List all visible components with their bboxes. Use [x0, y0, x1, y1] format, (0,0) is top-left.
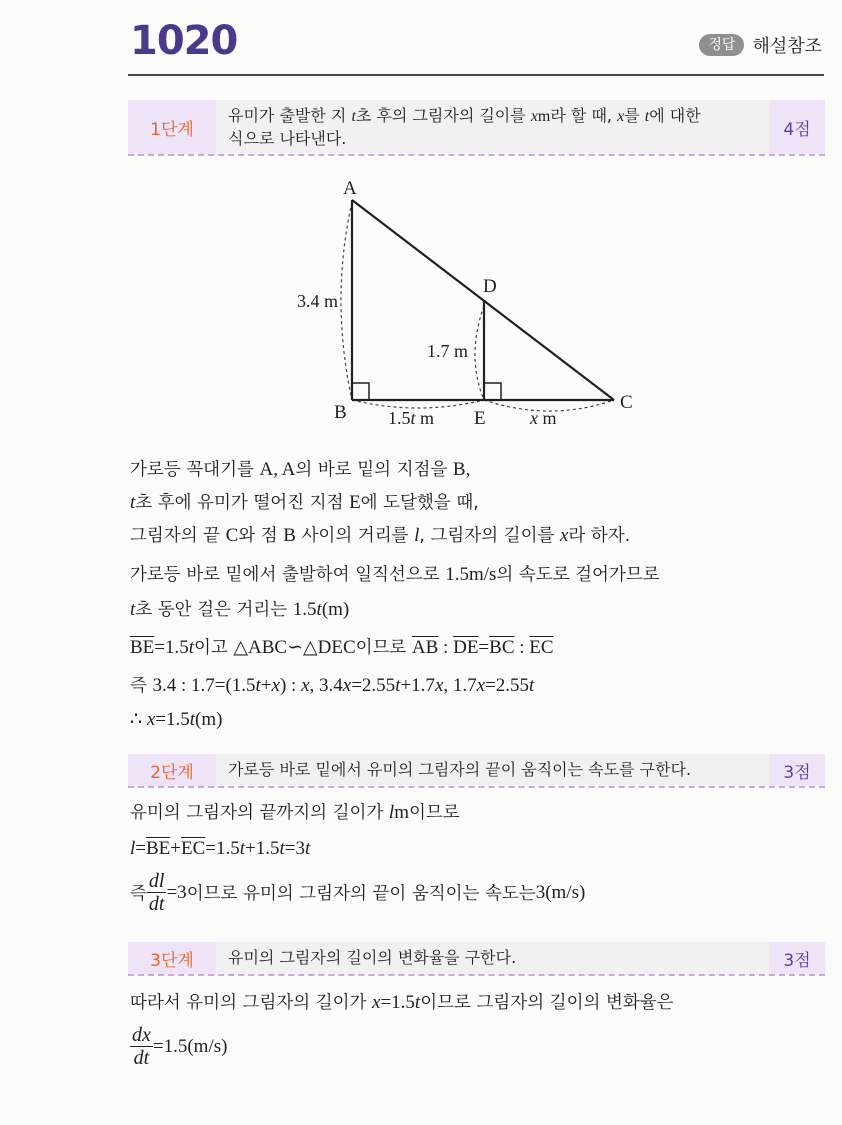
solution-line-7: 즉 3.4 : 1.7=(1.5t+x) : x, 3.4x=2.55t+1.7x, 1.7x=2.55t [130, 675, 535, 696]
solution-line-9: 유미의 그림자의 끝까지의 길이가 lm이므로 [130, 802, 460, 823]
problem-number: 1020 [130, 18, 238, 64]
fraction-dl-dt: $\frac{dl}{dt}$ [148, 870, 165, 915]
step-1-points: 4점 [769, 100, 825, 154]
solution-line-13: $\frac{dx}{dt}$ =1.5(m/s) [132, 1024, 228, 1069]
step-3-points: 3점 [769, 942, 825, 974]
label-point-b: B [334, 402, 347, 423]
step-1-label: 1단계 [128, 100, 216, 154]
solution-line-12: 따라서 유미의 그림자의 길이가 x=1.5t이므로 그림자의 길이의 변화율은 [130, 992, 674, 1013]
label-point-c: C [620, 392, 633, 413]
solution-line-10: $l=\overline{BE}+\overline{EC}=1.5t+1.5t=3t$ [130, 838, 311, 859]
step-2-points: 3점 [769, 754, 825, 786]
solution-line-8: ∴ x=1.5t(m) [130, 709, 223, 730]
triangle-diagram [0, 0, 842, 440]
label-length-be: 1.5t m [388, 408, 435, 428]
step-3-description: 유미의 그림자의 길이의 변화율을 구한다. [216, 942, 769, 974]
fraction-dx-dt: $\frac{dx}{dt}$ [132, 1024, 151, 1069]
step-2-description: 가로등 바로 밑에서 유미의 그림자의 끝이 움직이는 속도를 구한다. [216, 754, 769, 786]
solution-line-1: 가로등 꼭대기를 A, A의 바로 밑의 지점을 B, [130, 459, 471, 480]
solution-line-3: 그림자의 끝 C와 점 B 사이의 거리를 l, 그림자의 길이를 x라 하자. [130, 525, 631, 546]
label-length-ab: 3.4 m [297, 291, 339, 311]
step-2-label: 2단계 [128, 754, 216, 786]
solution-line-4: 가로등 바로 밑에서 출발하여 일직선으로 1.5m/s의 속도로 걸어가므로 [130, 564, 660, 585]
solution-line-2: t초 후에 유미가 떨어진 지점 E에 도달했을 때, [130, 492, 479, 513]
solution-line-5: t초 동안 걸은 거리는 1.5t(m) [130, 599, 350, 620]
step-1-description: 유미가 출발한 지 t초 후의 그림자의 길이를 xm라 할 때, x를 t에 대한 식으로 나타낸다. [216, 100, 769, 154]
label-length-de: 1.7 m [427, 341, 469, 361]
step-2-bar [128, 754, 825, 788]
label-length-ec: x m [530, 408, 557, 428]
solution-line-6: $\overline{BE}=1.5t$이고 △ABC∽△DEC이므로 $\overline{AB}$ : $\overline{DE}=\overline{BC}$ : $\overline{EC}$ [130, 637, 554, 658]
answer-reference-text: 해설참조 [752, 36, 822, 57]
step-3-label: 3단계 [128, 942, 216, 974]
label-point-d: D [483, 276, 497, 297]
answer-badge: 정답 [699, 34, 744, 56]
solution-line-11: 즉 $\frac{dl}{dt}$ =3 이므로 유미의 그림자의 끝이 움직이는 속도는 3(m/s) [130, 870, 586, 915]
label-point-e: E [474, 408, 486, 429]
label-point-a: A [343, 178, 357, 199]
step-3-bar [128, 942, 825, 976]
